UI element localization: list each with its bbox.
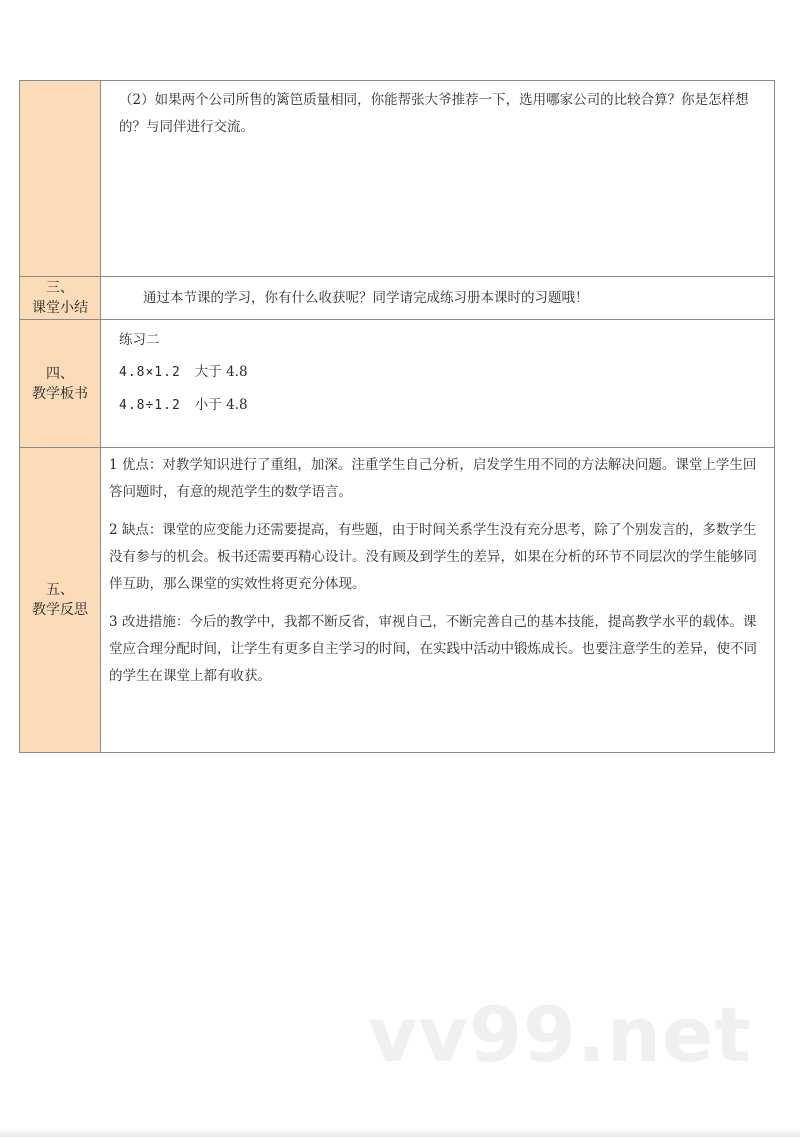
site-watermark: vv99.net: [368, 990, 752, 1079]
board-label: [20, 320, 101, 448]
summary-row: [20, 277, 775, 320]
board-note-2: 小于 4.8: [194, 397, 248, 413]
board-line-1: [119, 356, 764, 389]
reflection-label-number: 五、: [46, 582, 74, 598]
board-content: [101, 320, 775, 448]
reflection-content: [101, 448, 775, 753]
summary-label-title: 课堂小结: [32, 300, 88, 316]
board-heading: 练习二: [119, 332, 160, 348]
reflection-row: [20, 448, 775, 753]
question-text: （2）如果两个公司所售的篱笆质量相同，你能帮张大爷推荐一下，选用哪家公司的比较合算？你是怎样想的？与同伴进行交流。: [101, 81, 775, 277]
question-row-label-cell: [20, 81, 101, 277]
question-row: [20, 81, 775, 277]
board-formula-2: 4.8÷1.2: [119, 398, 181, 413]
reflection-weaknesses: 2 缺点：课堂的应变能力还需要提高，有些题，由于时间关系学生没有充分思考，除了个别发言的，多数学生没有参与的机会。板书还需要再精心设计。没有顾及到学生的差异，如果在分析的环节不同层次的学生能够同伴互助，那么课堂的实效性将更充分体现。: [109, 522, 757, 592]
summary-text: 通过本节课的学习，你有什么收获呢？同学请完成练习册本课时的习题哦！: [101, 277, 775, 320]
reflection-strengths: 1 优点：对教学知识进行了重组，加深。注重学生自己分析，启发学生用不同的方法解决问题。课堂上学生回答问题时，有意的规范学生的数学语言。: [109, 457, 757, 500]
board-note-1: 大于 4.8: [194, 364, 248, 380]
board-label-number: 四、: [46, 365, 74, 382]
reflection-label-title: 教学反思: [32, 602, 88, 618]
lesson-plan-table: [19, 80, 775, 753]
board-line-2: [119, 389, 764, 422]
summary-label: [20, 277, 101, 320]
page-bottom-edge: [0, 1129, 800, 1137]
reflection-label: [20, 448, 101, 753]
reflection-improvements: 3 改进措施：今后的教学中，我都不断反省，审视自己，不断完善自己的基本技能，提高教学水平的载体。课堂应合理分配时间，让学生有更多自主学习的时间，在实践中活动中锻炼成长。也要注意学生的差异，使不同的学生在课堂上都有收获。: [109, 614, 757, 684]
board-label-title: 教学板书: [32, 385, 88, 402]
board-row: [20, 320, 775, 448]
summary-label-number: 三、: [46, 280, 74, 296]
board-formula-1: 4.8×1.2: [119, 365, 181, 380]
